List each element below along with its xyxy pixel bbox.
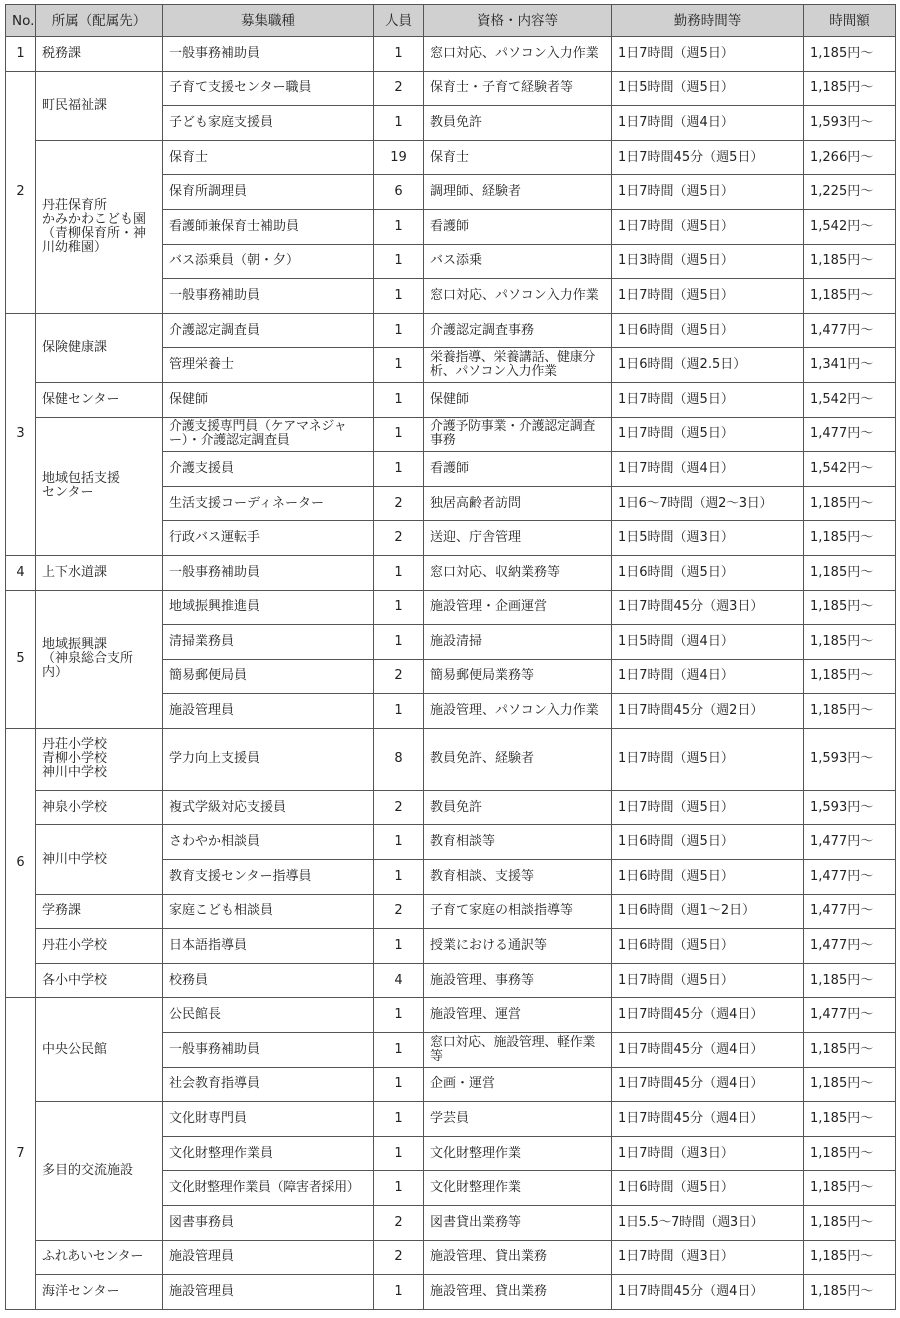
cell-qual: 窓口対応、パソコン入力作業 (424, 37, 612, 72)
cell-dept: 丹荘小学校 青柳小学校 神川中学校 (36, 728, 163, 790)
cell-pay: 1,185円～ (804, 1206, 896, 1241)
cell-pay: 1,185円～ (804, 1033, 896, 1068)
cell-job: さわやか相談員 (163, 825, 374, 860)
table-row (6, 825, 896, 860)
cell-qual: 独居高齢者訪問 (424, 486, 612, 521)
cell-job: 介護支援員 (163, 452, 374, 487)
cell-pay: 1,477円～ (804, 860, 896, 895)
cell-count: 2 (374, 521, 424, 556)
header-qual: 資格・内容等 (424, 5, 612, 37)
cell-qual: 文化財整理作業 (424, 1171, 612, 1206)
cell-pay: 1,542円～ (804, 209, 896, 244)
header-count: 人員 (374, 5, 424, 37)
table-row (6, 963, 896, 998)
cell-pay: 1,477円～ (804, 313, 896, 348)
cell-pay: 1,185円～ (804, 1240, 896, 1275)
cell-count: 4 (374, 963, 424, 998)
cell-pay: 1,477円～ (804, 417, 896, 452)
table-row (6, 71, 896, 106)
cell-pay: 1,593円～ (804, 106, 896, 141)
table-row (6, 555, 896, 590)
cell-hours: 1日7時間（週5日） (612, 728, 804, 790)
cell-job: 清掃業務員 (163, 625, 374, 660)
cell-count: 1 (374, 694, 424, 729)
cell-job: 教育支援センター指導員 (163, 860, 374, 895)
cell-job: 文化財整理作業員（障害者採用） (163, 1171, 374, 1206)
cell-dept: 保険健康課 (36, 313, 163, 382)
cell-hours: 1日7時間45分（週4日） (612, 998, 804, 1033)
cell-qual: 授業における通訳等 (424, 929, 612, 964)
cell-qual: 施設管理、貸出業務 (424, 1240, 612, 1275)
cell-count: 2 (374, 71, 424, 106)
cell-pay: 1,185円～ (804, 694, 896, 729)
cell-no: 4 (6, 555, 36, 590)
cell-job: 社会教育指導員 (163, 1067, 374, 1102)
cell-hours: 1日5時間（週5日） (612, 71, 804, 106)
cell-hours: 1日7時間45分（週3日） (612, 590, 804, 625)
cell-job: 保育士 (163, 140, 374, 175)
table-row (6, 37, 896, 72)
cell-hours: 1日7時間45分（週4日） (612, 1067, 804, 1102)
cell-job: 介護認定調査員 (163, 313, 374, 348)
cell-qual: 施設清掃 (424, 625, 612, 660)
header-dept: 所属（配属先） (36, 5, 163, 37)
cell-qual: 保健師 (424, 382, 612, 417)
cell-pay: 1,477円～ (804, 894, 896, 929)
cell-job: 施設管理員 (163, 1240, 374, 1275)
cell-count: 1 (374, 382, 424, 417)
cell-pay: 1,185円～ (804, 555, 896, 590)
table-row (6, 790, 896, 825)
cell-hours: 1日7時間（週5日） (612, 963, 804, 998)
cell-hours: 1日6時間（週5日） (612, 313, 804, 348)
cell-pay: 1,185円～ (804, 1067, 896, 1102)
header-pay: 時間額 (804, 5, 896, 37)
cell-dept: 丹荘小学校 (36, 929, 163, 964)
cell-hours: 1日7時間（週5日） (612, 790, 804, 825)
cell-count: 1 (374, 1171, 424, 1206)
cell-count: 2 (374, 659, 424, 694)
cell-dept: 多目的交流施設 (36, 1102, 163, 1240)
cell-dept: ふれあいセンター (36, 1240, 163, 1275)
cell-job: 複式学級対応支援員 (163, 790, 374, 825)
cell-qual: 文化財整理作業 (424, 1136, 612, 1171)
header-no: No. (6, 5, 36, 37)
cell-job: 地域振興推進員 (163, 590, 374, 625)
cell-job: 介護支援専門員（ケアマネジャー）・介護認定調査員 (163, 417, 374, 452)
cell-qual: 調理師、経験者 (424, 175, 612, 210)
cell-dept: 地域包括支援 センター (36, 417, 163, 555)
cell-dept: 神川中学校 (36, 825, 163, 894)
cell-count: 2 (374, 1206, 424, 1241)
cell-hours: 1日7時間45分（週5日） (612, 140, 804, 175)
cell-dept: 保健センター (36, 382, 163, 417)
cell-dept: 上下水道課 (36, 555, 163, 590)
cell-qual: 看護師 (424, 209, 612, 244)
cell-qual: 窓口対応、収納業務等 (424, 555, 612, 590)
cell-count: 1 (374, 209, 424, 244)
cell-count: 1 (374, 1136, 424, 1171)
cell-hours: 1日6時間（週5日） (612, 1171, 804, 1206)
cell-hours: 1日7時間（週4日） (612, 452, 804, 487)
cell-qual: 施設管理、運営 (424, 998, 612, 1033)
cell-dept: 町民福祉課 (36, 71, 163, 140)
cell-qual: 簡易郵便局業務等 (424, 659, 612, 694)
cell-count: 1 (374, 1033, 424, 1068)
cell-qual: 施設管理、事務等 (424, 963, 612, 998)
cell-dept: 丹荘保育所 かみかわこども園 （青柳保育所・神 川幼稚園） (36, 140, 163, 313)
cell-hours: 1日6～7時間（週2～3日） (612, 486, 804, 521)
cell-count: 1 (374, 244, 424, 279)
cell-qual: 介護認定調査事務 (424, 313, 612, 348)
cell-qual: 子育て家庭の相談指導等 (424, 894, 612, 929)
cell-count: 2 (374, 790, 424, 825)
cell-pay: 1,225円～ (804, 175, 896, 210)
cell-qual: 教員免許 (424, 106, 612, 141)
cell-count: 1 (374, 348, 424, 383)
cell-count: 1 (374, 825, 424, 860)
cell-qual: 教員免許、経験者 (424, 728, 612, 790)
table-row (6, 140, 896, 175)
cell-dept: 各小中学校 (36, 963, 163, 998)
cell-hours: 1日7時間（週4日） (612, 106, 804, 141)
cell-qual: 窓口対応、パソコン入力作業 (424, 279, 612, 314)
cell-count: 1 (374, 1067, 424, 1102)
table-row (6, 894, 896, 929)
cell-pay: 1,593円～ (804, 790, 896, 825)
cell-qual: 栄養指導、栄養講話、健康分析、パソコン入力作業 (424, 348, 612, 383)
cell-pay: 1,185円～ (804, 659, 896, 694)
cell-qual: 施設管理、パソコン入力作業 (424, 694, 612, 729)
cell-qual: バス添乗 (424, 244, 612, 279)
cell-pay: 1,477円～ (804, 825, 896, 860)
cell-count: 1 (374, 1102, 424, 1137)
cell-count: 1 (374, 37, 424, 72)
cell-no: 2 (6, 71, 36, 313)
cell-hours: 1日7時間（週5日） (612, 382, 804, 417)
cell-pay: 1,341円～ (804, 348, 896, 383)
cell-count: 1 (374, 313, 424, 348)
cell-hours: 1日7時間（週3日） (612, 1136, 804, 1171)
cell-hours: 1日6時間（週5日） (612, 555, 804, 590)
cell-pay: 1,185円～ (804, 1171, 896, 1206)
cell-no: 7 (6, 998, 36, 1309)
table-row (6, 417, 896, 452)
cell-pay: 1,185円～ (804, 590, 896, 625)
cell-dept: 中央公民館 (36, 998, 163, 1102)
cell-job: 生活支援コーディネーター (163, 486, 374, 521)
cell-pay: 1,185円～ (804, 1275, 896, 1310)
cell-qual: 介護予防事業・介護認定調査事務 (424, 417, 612, 452)
cell-qual: 施設管理・企画運営 (424, 590, 612, 625)
cell-job: 公民館長 (163, 998, 374, 1033)
cell-hours: 1日5時間（週4日） (612, 625, 804, 660)
cell-qual: 保育士・子育て経験者等 (424, 71, 612, 106)
cell-qual: 送迎、庁舎管理 (424, 521, 612, 556)
cell-qual: 教育相談等 (424, 825, 612, 860)
table-row (6, 1240, 896, 1275)
table-row (6, 590, 896, 625)
cell-job: 子育て支援センター職員 (163, 71, 374, 106)
cell-count: 19 (374, 140, 424, 175)
cell-dept: 神泉小学校 (36, 790, 163, 825)
cell-pay: 1,185円～ (804, 521, 896, 556)
cell-hours: 1日7時間45分（週4日） (612, 1275, 804, 1310)
cell-count: 6 (374, 175, 424, 210)
cell-no: 6 (6, 728, 36, 998)
cell-hours: 1日7時間（週5日） (612, 175, 804, 210)
cell-hours: 1日7時間45分（週4日） (612, 1033, 804, 1068)
table-row (6, 998, 896, 1033)
cell-qual: 保育士 (424, 140, 612, 175)
cell-count: 8 (374, 728, 424, 790)
header-row (6, 5, 896, 37)
cell-count: 2 (374, 486, 424, 521)
cell-hours: 1日6時間（週5日） (612, 929, 804, 964)
table-row (6, 1275, 896, 1310)
cell-job: 施設管理員 (163, 1275, 374, 1310)
cell-job: 行政バス運転手 (163, 521, 374, 556)
cell-no: 3 (6, 313, 36, 555)
cell-hours: 1日7時間45分（週4日） (612, 1102, 804, 1137)
cell-job: 一般事務補助員 (163, 555, 374, 590)
cell-pay: 1,185円～ (804, 71, 896, 106)
cell-hours: 1日6時間（週1～2日） (612, 894, 804, 929)
cell-count: 1 (374, 106, 424, 141)
cell-hours: 1日7時間（週5日） (612, 209, 804, 244)
cell-pay: 1,542円～ (804, 452, 896, 487)
cell-job: 文化財専門員 (163, 1102, 374, 1137)
table-row (6, 1102, 896, 1137)
cell-qual: 教員免許 (424, 790, 612, 825)
cell-job: 文化財整理作業員 (163, 1136, 374, 1171)
cell-job: 家庭こども相談員 (163, 894, 374, 929)
cell-pay: 1,185円～ (804, 963, 896, 998)
cell-job: 管理栄養士 (163, 348, 374, 383)
cell-count: 1 (374, 1275, 424, 1310)
cell-job: 施設管理員 (163, 694, 374, 729)
cell-count: 1 (374, 929, 424, 964)
cell-job: 一般事務補助員 (163, 279, 374, 314)
cell-count: 2 (374, 1240, 424, 1275)
cell-hours: 1日7時間（週4日） (612, 659, 804, 694)
cell-pay: 1,185円～ (804, 244, 896, 279)
cell-count: 1 (374, 998, 424, 1033)
cell-pay: 1,477円～ (804, 998, 896, 1033)
cell-dept: 海洋センター (36, 1275, 163, 1310)
cell-job: バス添乗員（朝・夕） (163, 244, 374, 279)
cell-qual: 図書貸出業務等 (424, 1206, 612, 1241)
cell-hours: 1日3時間（週5日） (612, 244, 804, 279)
header-hours: 勤務時間等 (612, 5, 804, 37)
cell-job: 保健師 (163, 382, 374, 417)
cell-pay: 1,185円～ (804, 1102, 896, 1137)
cell-count: 1 (374, 860, 424, 895)
cell-pay: 1,542円～ (804, 382, 896, 417)
header-job: 募集職種 (163, 5, 374, 37)
cell-dept: 学務課 (36, 894, 163, 929)
cell-job: 一般事務補助員 (163, 1033, 374, 1068)
cell-hours: 1日6時間（週5日） (612, 825, 804, 860)
cell-no: 1 (6, 37, 36, 72)
cell-hours: 1日7時間45分（週2日） (612, 694, 804, 729)
cell-hours: 1日5.5～7時間（週3日） (612, 1206, 804, 1241)
table-row (6, 929, 896, 964)
cell-hours: 1日7時間（週3日） (612, 1240, 804, 1275)
cell-qual: 看護師 (424, 452, 612, 487)
cell-pay: 1,185円～ (804, 486, 896, 521)
cell-job: 子ども家庭支援員 (163, 106, 374, 141)
cell-hours: 1日7時間（週5日） (612, 279, 804, 314)
table-row (6, 728, 896, 790)
cell-count: 1 (374, 417, 424, 452)
cell-job: 保育所調理員 (163, 175, 374, 210)
cell-qual: 教育相談、支援等 (424, 860, 612, 895)
cell-dept: 地域振興課 （神泉総合支所 内） (36, 590, 163, 728)
cell-count: 1 (374, 452, 424, 487)
cell-pay: 1,185円～ (804, 37, 896, 72)
cell-hours: 1日7時間（週5日） (612, 37, 804, 72)
cell-count: 2 (374, 894, 424, 929)
cell-job: 簡易郵便局員 (163, 659, 374, 694)
cell-hours: 1日6時間（週5日） (612, 860, 804, 895)
cell-count: 1 (374, 590, 424, 625)
cell-job: 一般事務補助員 (163, 37, 374, 72)
table-row (6, 382, 896, 417)
cell-dept: 税務課 (36, 37, 163, 72)
cell-hours: 1日5時間（週3日） (612, 521, 804, 556)
cell-qual: 企画・運営 (424, 1067, 612, 1102)
cell-job: 看護師兼保育士補助員 (163, 209, 374, 244)
cell-qual: 施設管理、貸出業務 (424, 1275, 612, 1310)
cell-count: 1 (374, 279, 424, 314)
cell-job: 日本語指導員 (163, 929, 374, 964)
cell-no: 5 (6, 590, 36, 728)
cell-qual: 窓口対応、施設管理、軽作業等 (424, 1033, 612, 1068)
cell-pay: 1,593円～ (804, 728, 896, 790)
cell-count: 1 (374, 555, 424, 590)
cell-job: 校務員 (163, 963, 374, 998)
cell-job: 図書事務員 (163, 1206, 374, 1241)
cell-pay: 1,185円～ (804, 625, 896, 660)
cell-count: 1 (374, 625, 424, 660)
cell-pay: 1,185円～ (804, 279, 896, 314)
cell-pay: 1,477円～ (804, 929, 896, 964)
cell-pay: 1,185円～ (804, 1136, 896, 1171)
cell-job: 学力向上支援員 (163, 728, 374, 790)
cell-pay: 1,266円～ (804, 140, 896, 175)
recruitment-table (5, 4, 896, 1310)
cell-hours: 1日6時間（週2.5日） (612, 348, 804, 383)
cell-qual: 学芸員 (424, 1102, 612, 1137)
cell-hours: 1日7時間（週5日） (612, 417, 804, 452)
table-row (6, 313, 896, 348)
